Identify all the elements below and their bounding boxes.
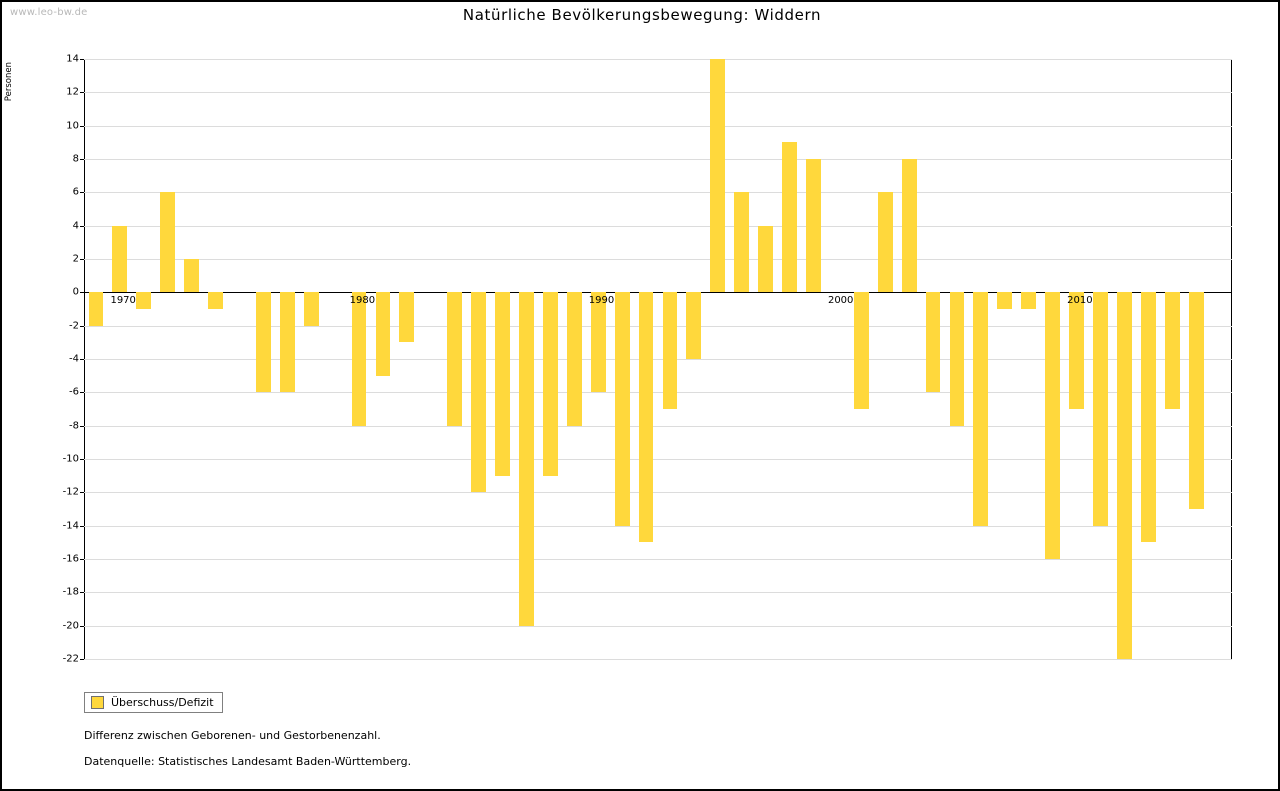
y-tick-mark	[80, 492, 84, 493]
legend-label: Überschuss/Defizit	[111, 696, 214, 709]
bar[interactable]	[495, 292, 510, 475]
y-tick-label: 0	[72, 286, 79, 298]
y-tick-mark	[80, 192, 84, 193]
bar[interactable]	[734, 192, 749, 292]
bar[interactable]	[567, 292, 582, 425]
y-tick-label: -12	[62, 486, 79, 498]
y-tick-label: -8	[69, 420, 79, 432]
y-tick-mark	[80, 426, 84, 427]
y-tick-label: 8	[72, 153, 79, 165]
bar[interactable]	[973, 292, 988, 525]
bar[interactable]	[519, 292, 534, 625]
y-tick-mark	[80, 659, 84, 660]
footnote-source: Datenquelle: Statistisches Landesamt Baden-Württemberg.	[84, 755, 412, 768]
bar[interactable]	[1189, 292, 1204, 509]
y-tick-mark	[80, 326, 84, 327]
bar[interactable]	[902, 159, 917, 292]
bar[interactable]	[1069, 292, 1084, 409]
bar[interactable]	[112, 226, 127, 293]
y-axis-label: Personen	[4, 62, 14, 102]
bar[interactable]	[878, 192, 893, 292]
y-tick-label: -18	[62, 586, 79, 598]
y-tick-mark	[80, 59, 84, 60]
bar[interactable]	[639, 292, 654, 542]
y-tick-mark	[80, 626, 84, 627]
x-tick-label: 1980	[349, 295, 376, 307]
bar[interactable]	[591, 292, 606, 392]
bar[interactable]	[304, 292, 319, 325]
y-tick-label: 14	[66, 53, 79, 65]
legend-color-swatch	[91, 696, 104, 709]
bar[interactable]	[136, 292, 151, 309]
y-axis-tick-labels	[46, 53, 79, 665]
bar[interactable]	[782, 142, 797, 292]
x-tick-label: 2010	[1067, 295, 1093, 307]
bar[interactable]	[184, 259, 199, 292]
footnote-definition: Differenz zwischen Geborenen- und Gestorbenenzahl.	[84, 729, 381, 742]
bar[interactable]	[854, 292, 869, 409]
y-tick-label: 2	[72, 253, 79, 265]
y-tick-mark	[80, 126, 84, 127]
bar[interactable]	[1117, 292, 1132, 659]
gridline	[84, 559, 1232, 560]
y-tick-mark	[80, 459, 84, 460]
bar[interactable]	[686, 292, 701, 359]
bar[interactable]	[997, 292, 1012, 309]
bar[interactable]	[280, 292, 295, 392]
y-tick-mark	[80, 159, 84, 160]
bar[interactable]	[399, 292, 414, 342]
y-tick-mark	[80, 259, 84, 260]
y-tick-label: -20	[62, 620, 79, 632]
bar[interactable]	[950, 292, 965, 425]
bar[interactable]	[615, 292, 630, 525]
bar[interactable]	[1093, 292, 1108, 525]
bar[interactable]	[208, 292, 223, 309]
gridline	[84, 259, 1232, 260]
bar[interactable]	[926, 292, 941, 392]
bar[interactable]	[1045, 292, 1060, 559]
y-tick-mark	[80, 559, 84, 560]
y-tick-label: 4	[72, 220, 79, 232]
x-tick-label: 2000	[827, 295, 854, 307]
y-tick-label: 12	[66, 86, 79, 98]
x-tick-label: 1970	[110, 295, 136, 307]
gridline	[84, 192, 1232, 193]
watermark: www.leo-bw.de	[10, 7, 88, 18]
bar[interactable]	[160, 192, 175, 292]
y-tick-mark	[80, 226, 84, 227]
page-title: Natürliche Bevölkerungsbewegung: Widdern	[462, 6, 822, 24]
gridline	[84, 659, 1232, 660]
bar[interactable]	[352, 292, 367, 425]
gridline	[84, 159, 1232, 160]
x-tick-label: 1990	[588, 295, 615, 307]
y-tick-mark	[80, 592, 84, 593]
bar[interactable]	[663, 292, 678, 409]
y-tick-label: -10	[62, 453, 79, 465]
bar[interactable]	[710, 59, 725, 292]
bar[interactable]	[471, 292, 486, 492]
bar[interactable]	[758, 226, 773, 293]
gridline	[84, 92, 1232, 93]
gridline	[84, 59, 1232, 60]
gridline	[84, 592, 1232, 593]
y-tick-label: -2	[69, 320, 79, 332]
gridline	[84, 126, 1232, 127]
y-tick-label: 6	[72, 186, 79, 198]
y-tick-label: -16	[62, 553, 79, 565]
y-tick-mark	[80, 292, 84, 293]
y-tick-mark	[80, 526, 84, 527]
y-tick-mark	[80, 392, 84, 393]
y-tick-label: -22	[62, 653, 79, 665]
bar[interactable]	[447, 292, 462, 425]
gridline	[84, 626, 1232, 627]
bar[interactable]	[806, 159, 821, 292]
bar[interactable]	[376, 292, 391, 375]
bar[interactable]	[256, 292, 271, 392]
y-tick-label: 10	[66, 120, 79, 132]
gridline	[84, 226, 1232, 227]
bar[interactable]	[1021, 292, 1036, 309]
bar[interactable]	[1141, 292, 1156, 542]
bar[interactable]	[543, 292, 558, 475]
y-tick-label: -14	[62, 520, 79, 532]
bar[interactable]	[1165, 292, 1180, 409]
y-tick-label: -4	[69, 353, 79, 365]
y-tick-label: -6	[69, 386, 79, 398]
plot-area	[84, 59, 1232, 659]
y-tick-mark	[80, 92, 84, 93]
y-tick-mark	[80, 359, 84, 360]
bar[interactable]	[89, 292, 104, 325]
chart-legend	[84, 692, 223, 713]
